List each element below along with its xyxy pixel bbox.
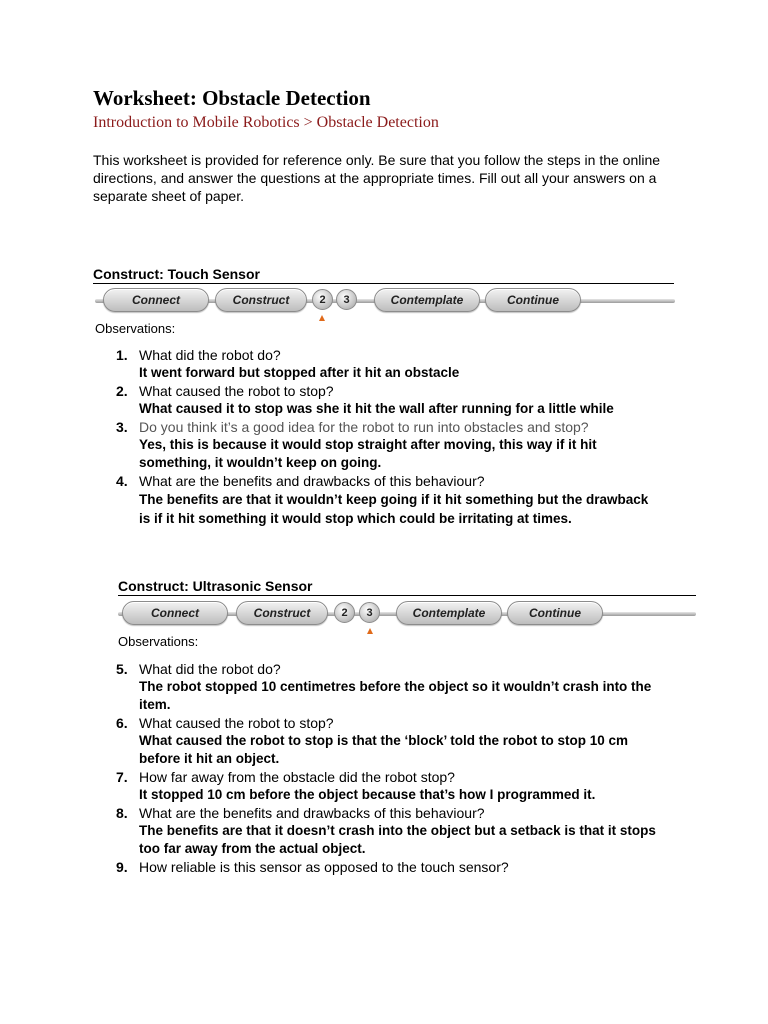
question-item (116, 418, 661, 472)
observations-label: Observations: (95, 321, 176, 336)
question-item (116, 382, 661, 418)
step-navigation-ultrasonic (118, 601, 696, 627)
question-number: 8. (116, 805, 128, 821)
answer-text: What caused the robot to stop is that the ‘block’ told the robot to stop 10 cm before it hit an object. (139, 733, 629, 766)
answer-text: It stopped 10 cm before the object because that’s how I programmed it. (139, 787, 596, 802)
question-text: What did the robot do? (139, 661, 281, 677)
question-number: 4. (116, 473, 128, 489)
question-text: What caused the robot to stop? (139, 383, 334, 399)
construct-button[interactable]: Construct (215, 288, 307, 312)
step-navigation-touch (95, 288, 675, 314)
question-item (116, 714, 661, 768)
question-text: Do you think it’s a good idea for the robot to run into obstacles and stop? (139, 419, 589, 435)
current-step-marker-icon (319, 315, 325, 321)
question-text: What are the benefits and drawbacks of this behaviour? (139, 473, 485, 489)
question-number: 3. (116, 419, 128, 435)
question-text: What caused the robot to stop? (139, 715, 334, 731)
construct-button[interactable]: Construct (236, 601, 328, 625)
question-number: 7. (116, 769, 128, 785)
step-2-button[interactable]: 2 (312, 289, 333, 310)
continue-button[interactable]: Continue (507, 601, 603, 625)
question-text: What did the robot do? (139, 347, 281, 363)
question-item (116, 346, 661, 382)
answer-text: Yes, this is because it would stop straight after moving, this way if it hit something, it wouldn’t keep on going. (139, 437, 597, 470)
page-title: Worksheet: Obstacle Detection (93, 86, 371, 110)
question-text: How far away from the obstacle did the robot stop? (139, 769, 455, 785)
answer-text: What caused it to stop was she it hit the wall after running for a little while (139, 401, 614, 416)
question-item (116, 804, 661, 858)
question-number: 9. (116, 859, 128, 875)
current-step-marker-icon (367, 628, 373, 634)
question-number: 5. (116, 661, 128, 677)
answer-text: It went forward but stopped after it hit an obstacle (139, 365, 460, 380)
intro-paragraph: This worksheet is provided for reference only. Be sure that you follow the steps in the online directions, and answer the questions at the appropriate times. Fill out all your answers on a separate sheet of paper. (93, 152, 661, 204)
question-text: How reliable is this sensor as opposed to the touch sensor? (139, 859, 509, 875)
question-list-touch (116, 346, 661, 528)
section-divider (93, 283, 674, 284)
question-item (116, 472, 661, 528)
question-number: 2. (116, 383, 128, 399)
section-heading-ultrasonic-sensor: Construct: Ultrasonic Sensor (118, 578, 313, 594)
question-item (116, 858, 661, 876)
answer-text: The benefits are that it wouldn’t keep going if it hit something but the drawback is if it hit something it would stop which could be irritating at times. (139, 492, 649, 526)
answer-text: The benefits are that it doesn’t crash into the object but a setback is that it stops too far away from the actual object. (139, 823, 656, 856)
step-2-button[interactable]: 2 (334, 602, 355, 623)
question-item (116, 660, 661, 714)
question-text: What are the benefits and drawbacks of this behaviour? (139, 805, 485, 821)
connect-button[interactable]: Connect (103, 288, 209, 312)
contemplate-button[interactable]: Contemplate (374, 288, 480, 312)
step-3-button[interactable]: 3 (336, 289, 357, 310)
section-divider (118, 595, 696, 596)
breadcrumb: Introduction to Mobile Robotics > Obstacle Detection (93, 114, 439, 131)
question-list-ultrasonic (116, 660, 661, 876)
connect-button[interactable]: Connect (122, 601, 228, 625)
observations-label: Observations: (118, 634, 199, 649)
step-3-button[interactable]: 3 (359, 602, 380, 623)
section-heading-touch-sensor: Construct: Touch Sensor (93, 266, 260, 282)
question-number: 6. (116, 715, 128, 731)
continue-button[interactable]: Continue (485, 288, 581, 312)
question-item (116, 768, 661, 804)
question-number: 1. (116, 347, 128, 363)
contemplate-button[interactable]: Contemplate (396, 601, 502, 625)
answer-text: The robot stopped 10 centimetres before the object so it wouldn’t crash into the item. (139, 679, 652, 712)
